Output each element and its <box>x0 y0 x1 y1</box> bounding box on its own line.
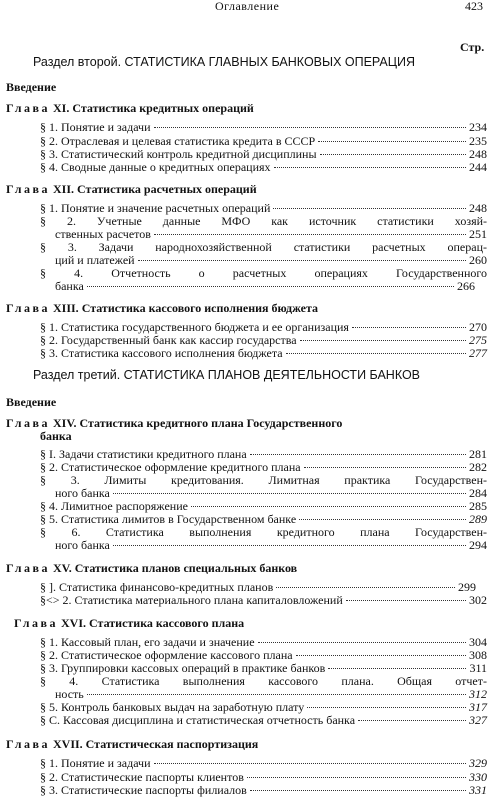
leader-dots <box>154 234 466 235</box>
toc-entry-cont: ность <box>55 687 84 701</box>
chapter-number: XII. <box>53 182 75 196</box>
toc-entry-text: § 2. Отраслевая и целевая статистика кредита в СССР <box>40 134 316 148</box>
part-intro: Введение <box>6 80 57 94</box>
leader-dots <box>286 353 466 354</box>
chapter-heading <box>6 561 297 576</box>
toc-entry-text: § ]. Статистика финансово-кредитных планов <box>40 580 274 594</box>
toc-entry-page: 244 <box>469 160 487 174</box>
chapter-label: Глава <box>6 737 50 751</box>
toc-entry-text: § 1. Понятие и задачи <box>40 756 151 770</box>
toc-entry-text: § 1. Кассовый план, его задачи и значение <box>40 635 255 649</box>
toc-entry-page: 299 <box>458 580 476 594</box>
toc-entry-page: 302 <box>469 593 487 607</box>
chapter-title-cont: банка <box>40 429 72 443</box>
toc-entry-text: § 3. Лимиты кредитования. Лимитная практика Государствен- <box>40 473 487 487</box>
toc-entry-page: 331 <box>469 783 487 797</box>
toc-entry-page: 285 <box>469 499 487 513</box>
toc-entry-page: 251 <box>469 227 487 241</box>
toc-entry-page: 327 <box>469 713 487 727</box>
running-title: Оглавление <box>215 0 280 13</box>
toc-entry-page: 277 <box>469 346 487 360</box>
chapter-label: Глава <box>6 416 50 430</box>
leader-dots <box>258 642 466 643</box>
leader-dots <box>250 790 466 791</box>
toc-entry-text: § 4. Статистика выполнения кассового плана. Общая отчет- <box>40 674 487 688</box>
toc-entry-page: 304 <box>469 635 487 649</box>
chapter-number: XIV. <box>53 416 77 430</box>
chapter-heading <box>6 737 258 752</box>
chapter-title: Статистика расчетных операций <box>77 182 257 196</box>
page-number: 423 <box>465 0 483 13</box>
toc-entry-text: § 4. Сводные данные о кредитных операциях <box>40 160 271 174</box>
part-title: Раздел второй. СТАТИСТИКА ГЛАВНЫХ БАНКОВЫХ ОПЕРАЦИЯ <box>33 55 416 69</box>
toc-entry-page: 270 <box>469 320 487 334</box>
leader-dots <box>113 493 466 494</box>
chapter-label: Глава <box>6 301 50 315</box>
toc-entry-text: § 2. Учетные данные МФО как источник статистики хозяй- <box>40 214 487 228</box>
leader-dots <box>304 467 466 468</box>
toc-entry[interactable] <box>40 346 487 361</box>
toc-entry-text: § 3. Статистический контроль кредитной дисциплины <box>40 147 317 161</box>
leader-dots <box>318 141 466 142</box>
toc-entry[interactable] <box>40 593 487 608</box>
leader-dots <box>273 208 466 209</box>
toc-entry-text: § 1. Понятие и значение расчетных операций <box>40 201 271 215</box>
chapter-label: Глава <box>14 616 58 630</box>
toc-entry-text: § 2. Статистическое оформление кредитного плана <box>40 460 301 474</box>
page-column-label: Стр. <box>460 40 485 54</box>
toc-entry-page: 248 <box>469 147 487 161</box>
leader-dots <box>87 286 454 287</box>
toc-entry-text: § 2. Статистические паспорты клиентов <box>40 770 244 784</box>
leader-dots <box>113 545 466 546</box>
toc-entry-text: § 1. Понятие и задачи <box>40 120 151 134</box>
toc-entry-page: 281 <box>469 447 487 461</box>
toc-entry-page: 317 <box>469 700 487 714</box>
toc-entry[interactable] <box>55 279 475 294</box>
toc-entry-page: 294 <box>469 538 487 552</box>
part-title: Раздел третий. СТАТИСТИКА ПЛАНОВ ДЕЯТЕЛЬНОСТИ БАНКОВ <box>33 368 421 382</box>
toc-entry-text: § 3. Группировки кассовых операций в практике банков <box>40 661 326 675</box>
chapter-label: Глава <box>6 101 50 115</box>
toc-entry-text: § С. Кассовая дисциплина и статистическая отчетность банка <box>40 713 356 727</box>
toc-entry-page: 311 <box>469 661 487 675</box>
toc-entry-page: 235 <box>469 134 487 148</box>
toc-entry-page: 234 <box>469 120 487 134</box>
toc-entry[interactable] <box>40 713 487 728</box>
leader-dots <box>138 260 466 261</box>
toc-entry-text: § 5. Контроль банковых выдач на заработную плату <box>40 700 305 714</box>
chapter-heading <box>6 101 254 116</box>
chapter-title: Статистика кассового плана <box>89 616 245 630</box>
leader-dots <box>191 506 466 507</box>
chapter-heading <box>6 301 318 316</box>
toc-entry-page: 266 <box>457 279 475 293</box>
toc-entry-page: 330 <box>469 770 487 784</box>
chapter-title: Статистическая паспортизация <box>85 737 259 751</box>
toc-entry-page: 275 <box>469 333 487 347</box>
leader-dots <box>250 454 466 455</box>
chapter-number: XI. <box>53 101 70 115</box>
chapter-number: XIII. <box>53 301 79 315</box>
chapter-number: XVI. <box>61 616 87 630</box>
leader-dots <box>274 167 466 168</box>
toc-entry-page: 329 <box>469 756 487 770</box>
toc-entry-cont: банка <box>55 279 84 293</box>
leader-dots <box>247 777 466 778</box>
chapter-heading <box>6 182 257 197</box>
chapter-title: Статистика планов специальных банков <box>74 561 298 575</box>
toc-entry[interactable] <box>55 538 487 553</box>
toc-entry-cont: ного банка <box>55 486 110 500</box>
chapter-label: Глава <box>6 561 50 575</box>
toc-entry-page: 282 <box>469 460 487 474</box>
toc-entry-text: § 4. Лимитное распоряжение <box>40 499 188 513</box>
toc-entry-text: § 5. Статистика лимитов в Государственном банке <box>40 512 297 526</box>
toc-entry-cont: ственных расчетов <box>55 227 151 241</box>
chapter-title: Статистика кредитного плана Государственного <box>79 416 343 430</box>
toc-entry-text: § 3. Задачи народнохозяйственной статистики расчетных операц- <box>40 240 487 254</box>
leader-dots <box>300 340 466 341</box>
leader-dots <box>154 127 467 128</box>
toc-entry-text: § 6. Статистика выполнения кредитного плана Государствен- <box>40 525 487 539</box>
chapter-heading <box>14 616 244 631</box>
chapter-title: Статистика кассового исполнения бюджета <box>81 301 318 315</box>
leader-dots <box>276 587 455 588</box>
toc-entry-page: 284 <box>469 486 487 500</box>
toc-entry-page: 260 <box>469 253 487 267</box>
leader-dots <box>154 763 467 764</box>
chapter-number: XVII. <box>53 737 83 751</box>
toc-entry-page: 289 <box>469 512 487 526</box>
toc-entry-page: 248 <box>469 201 487 215</box>
toc-entry-text: § 2. Статистическое оформление кассового плана <box>40 648 293 662</box>
toc-entry[interactable] <box>40 120 487 135</box>
toc-entry-text: § 4. Отчетность о расчетных операциях Государственного <box>40 266 487 280</box>
toc-entry-text: § 3. Статистика кассового исполнения бюджета <box>40 346 283 360</box>
toc-entry-text: § 3. Статистические паспорты филиалов <box>40 783 247 797</box>
leader-dots <box>352 327 466 328</box>
leader-dots <box>346 600 466 601</box>
toc-entry[interactable] <box>40 783 487 798</box>
toc-entry[interactable] <box>40 160 487 175</box>
chapter-number: XV. <box>53 561 72 575</box>
leader-dots <box>307 707 466 708</box>
toc-entry-text: § 1. Статистика государственного бюджета и ее организация <box>40 320 349 334</box>
toc-entry[interactable] <box>40 756 487 771</box>
toc-entry-page: 308 <box>469 648 487 662</box>
leader-dots <box>299 519 466 520</box>
leader-dots <box>320 154 466 155</box>
leader-dots <box>328 668 466 669</box>
toc-entry-text: §<> 2. Статистика материального плана капиталовложений <box>40 593 343 607</box>
leader-dots <box>358 720 466 721</box>
toc-entry-text: § I. Задачи статистики кредитного плана <box>40 447 247 461</box>
leader-dots <box>87 694 466 695</box>
leader-dots <box>296 655 466 656</box>
toc-entry-cont: ного банка <box>55 538 110 552</box>
toc-entry-text: § 2. Государственный банк как кассир государства <box>40 333 297 347</box>
chapter-label: Глава <box>6 182 50 196</box>
chapter-title: Статистика кредитных операций <box>72 101 254 115</box>
toc-entry-cont: ций и платежей <box>55 253 135 267</box>
part-intro: Введение <box>6 395 57 409</box>
toc-entry-page: 312 <box>469 687 487 701</box>
